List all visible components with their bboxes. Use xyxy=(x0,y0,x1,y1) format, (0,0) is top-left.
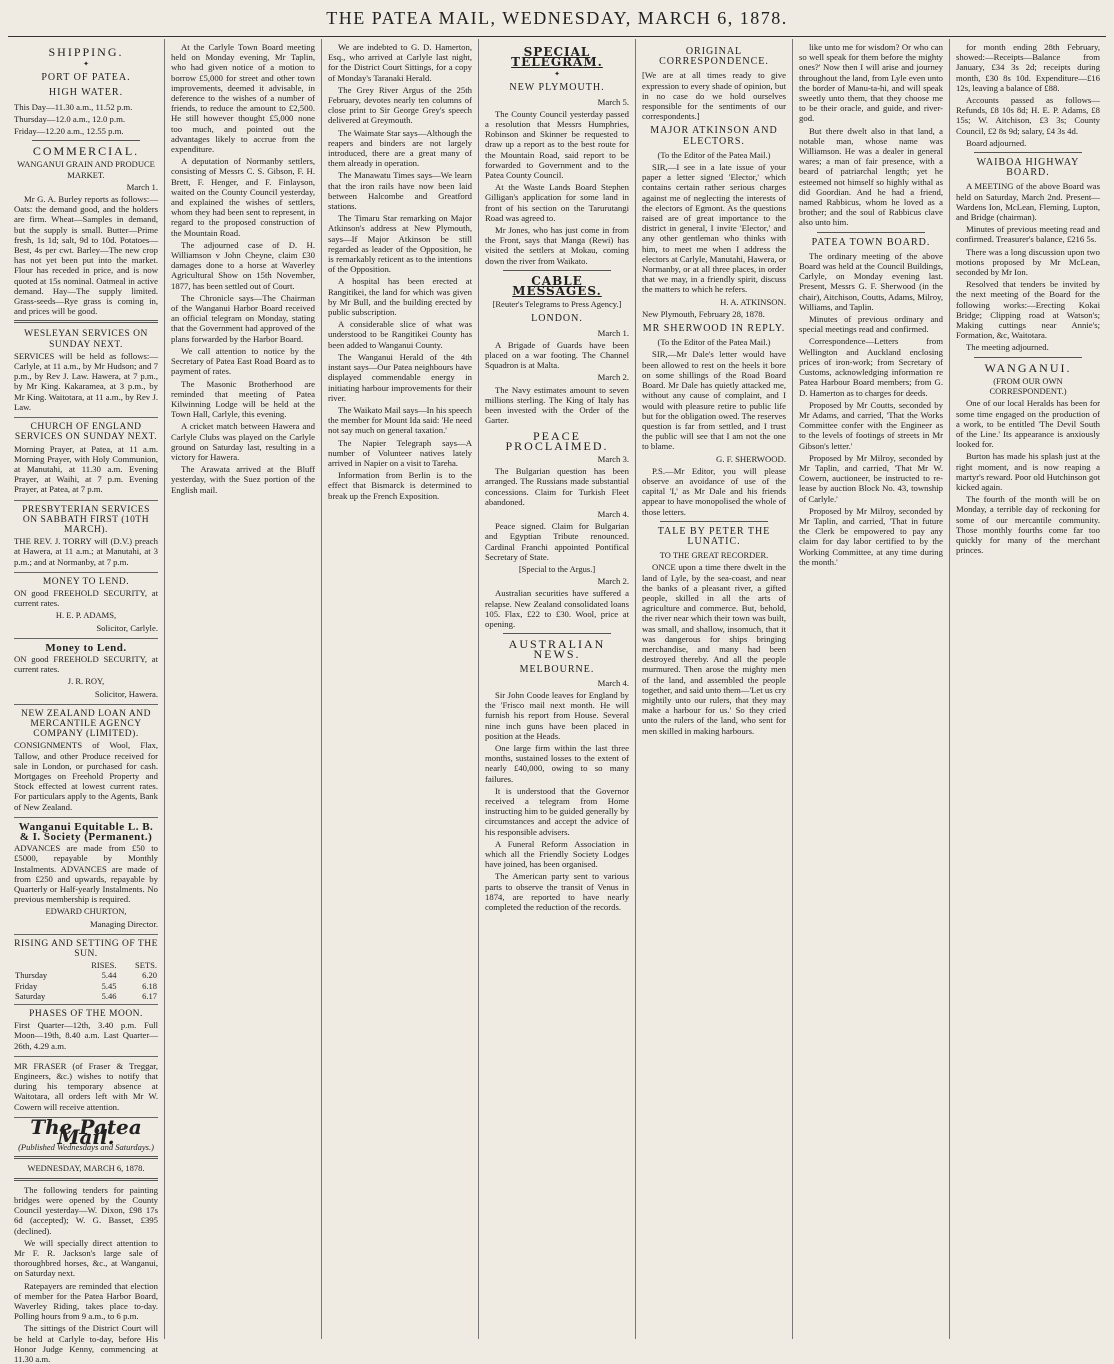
news-paragraph: for month ending 28th February, showed:—Receipts—Balance from January, £34 3s 2d; receipts during month, £30 8s 10d. Expenditure—£16 12s, leaving a balance of £88. xyxy=(956,42,1100,93)
letter-text: SIR,—I see in a late issue of your paper a letter signed 'Elector,' which contains certain rather serious charges against me of neglecting the interests of the electors of Egmont. As the questions raised are of great importance to the district in general, I invite 'Elector,' and any other gentleman who thinks with him, to meet me when I address the electors at Carlyle, Manutahi, Hawera, or Normanby, or at all three places, in order that we may, in a friendly spirit, discuss the matters to which he refers. xyxy=(642,162,786,295)
dateline: March 4. xyxy=(597,677,629,688)
nz-loan-ad xyxy=(14,707,158,818)
nz-loan-text: CONSIGNMENTS of Wool, Flax, Tallow, and other Produce received for sale in London, or purchased for cash. Mortgages on Freehold Property and Stock effected at lowest current rates. For particulars apply to the Agents, Bank of New Zealand. xyxy=(14,740,158,812)
news-paragraph: The Bulgarian question has been arranged. The Russians made substantial concessions. Claim for Turkish Fleet abandoned. xyxy=(485,466,629,507)
news-paragraph: Australian securities have suffered a relapse. New Zealand consolidated loans 105. Flax, £22 to £30. Wool, price at opening. xyxy=(485,588,629,629)
patea-town-board-heading: PATEA TOWN BOARD. xyxy=(811,236,931,248)
tale-text: But there dwelt also in that land, a notable man, whose name was Williamson. He was a dealer in general wares; a man of fair presence, with a beard of patriarchal length; yet he esteemed not himself so highly withal as did Goordian. And he had a friend, named Rabbicus, whom he loved as a brother; and the soul of Rabbicus clave also unto him. xyxy=(799,125,943,228)
news-paragraph: Information from Berlin is to the effect that Bismarck is determined to break up the French Exposition. xyxy=(328,470,472,501)
table-cell: 6.17 xyxy=(142,990,157,1001)
news-paragraph: The County Council yesterday passed a resolution that Messrs Humphries, Robinson and Skinner be requested to draw up a report as to the best route for the Mountain Road, said report to be forwarded to Government and to the Patea County Council. xyxy=(485,108,629,181)
sun-heading: RISING AND SETTING OF THE SUN. xyxy=(14,938,158,960)
wanganui-heading: WANGANUI. xyxy=(984,360,1072,375)
news-paragraph: The American party sent to various parts to observe the transit of Venus in 1874, are reported to have nearly completed the reduction of the records. xyxy=(485,871,629,913)
table-cell: Thursday xyxy=(15,970,48,981)
news-paragraph: The Chronicle says—The Chairman of the Wanganui Harbor Board received an official telegram on Monday, stating that the Government had approved of the plans forwarded by the Harbor Board. xyxy=(171,292,315,344)
news-paragraph: The Manawatu Times says—We learn that the iron rails have now been laid between Halcombe and Greatford stations. xyxy=(328,170,472,212)
news-paragraph: At the Waste Lands Board Stephen Gilligan's application for some land in front of his section on the Tarurutangi Road was agreed to. xyxy=(485,182,629,223)
presbyterian-text: THE REV. J. TORRY will (D.V.) preach at Hawera, at 11 a.m.; at Manutahi, at 3 p.m.; and at Normanby, at 7 p.m. xyxy=(14,536,158,567)
waiboa-heading: WAIBOA HIGHWAY BOARD. xyxy=(976,157,1080,179)
money-heading: Money to Lend. xyxy=(45,641,127,654)
new-plymouth-heading: NEW PLYMOUTH. xyxy=(509,82,605,94)
nz-loan-heading: NEW ZEALAND LOAN AND MERCANTILE AGENCY COMPANY (LIMITED). xyxy=(21,708,151,740)
news-paragraph: The adjourned case of D. H. Williamson v John Cheyne, claim £30 damages done to a horse at Waverley Agricultural Show on 15th November, 1877, has been settled out of Court. xyxy=(171,239,315,291)
letter-postscript: P.S.—Mr Editor, you will please observe an avoidance of use of the capital 'I,' as Mr Dale and his friends appear to have monopolised the whole of those letters. xyxy=(642,465,786,517)
news-paragraph: A deputation of Normanby settlers, consisting of Messrs C. S. Gibson, F. H. Brett, F. Henger, and F. Finlayson, waited on the County Council yesterday, and explained the wishes of settlers, whom they had been sent to represent, in regard to the proposed construction of the Mountain Road. xyxy=(171,156,315,238)
advertiser-name: J. R. ROY, xyxy=(67,676,105,687)
divider xyxy=(503,633,611,634)
correspondence-heading: ORIGINAL CORRESPONDENCE. xyxy=(659,46,769,68)
advertiser-role: Managing Director. xyxy=(89,918,158,929)
column-2 xyxy=(164,39,321,1339)
divider xyxy=(974,152,1082,153)
dateline: March 2. xyxy=(597,576,629,587)
editorial-paragraph: Ratepayers are reminded that election of member for the Patea Harbor Board, Waverley Riding, takes place to-day. Polling hours from 9 a.m., to 6 p.m. xyxy=(14,1280,158,1322)
table-row xyxy=(14,981,158,991)
news-paragraph: The fourth of the month will be on Monday, a terrible day of reckoning for some of our mercantile community. Those monthly fourths come far too quickly for many of the merchant princes. xyxy=(956,494,1100,556)
table-cell: 5.44 xyxy=(101,970,117,981)
sun-times-table xyxy=(14,960,158,1001)
news-paragraph: Peace signed. Claim for Bulgarian and Egyptian Tribute renounced. Cardinal Franchi appointed Pontifical Secretary of State. xyxy=(485,521,629,562)
dateline: March 1. xyxy=(597,327,629,338)
ornament-icon: ✦ xyxy=(554,70,560,79)
equitable-text: ADVANCES are made from £50 to £5000, repayable by Monthly Instalments. ADVANCES are made of from £250 and upwards, repayable by Quarterly or Half-yearly Instalments. No previous membership is required. xyxy=(14,843,158,905)
paper-date: WEDNESDAY, MARCH 6, 1878. xyxy=(27,1163,145,1174)
wanganui-subheading: (FROM OUR OWN CORRESPONDENT.) xyxy=(989,375,1067,397)
tale-heading: TALE BY PETER THE LUNATIC. xyxy=(657,525,771,547)
news-paragraph: There was a long discussion upon two motions proposed by Mr McLean, seconded by Mr Ion. xyxy=(956,246,1100,278)
column-6 xyxy=(792,39,949,1339)
letter-heading: MR SHERWOOD IN REPLY. xyxy=(642,323,786,335)
ornament-icon: ✦ xyxy=(83,60,89,69)
table-header-cell: RISES. xyxy=(91,960,117,971)
news-paragraph: A hospital has been erected at Rangitikei, the land for which was given by Mr Bull, and the building erected by public subscription. xyxy=(328,276,472,318)
news-paragraph: Proposed by Mr Milroy, seconded by Mr Taplin, and carried, 'That Mr W. Cowern, auctioneer, be instructed to re-lease by auction Block No. 43, township of Carlyle.' xyxy=(799,452,943,504)
table-header-cell xyxy=(14,960,72,970)
presbyterian-ad xyxy=(14,503,158,573)
news-paragraph: One of our local Heralds has been for some time engaged on the production of a work, to be entitled 'The Devil South of the Line.' Its appearance is anxiously looked for. xyxy=(956,398,1100,450)
money-text: ON good FREEHOLD SECURITY, at current rates. xyxy=(14,587,158,609)
moon-text: First Quarter—12th, 3.40 p.m. Full Moon—19th, 8.40 a.m. Last Quarter—26th, 4.29 a.m. xyxy=(14,1020,158,1051)
letter-signature: G. F. SHERWOOD. xyxy=(715,453,786,464)
divider xyxy=(817,232,925,233)
news-paragraph: The Waimate Star says—Although the reapers and binders are not largely introduced, there are a great many of them already in operation. xyxy=(328,127,472,169)
letter-subheading: (To the Editor of the Patea Mail.) xyxy=(657,149,771,160)
advertiser-role: Solicitor, Carlyle. xyxy=(96,622,158,633)
money-ad-adams xyxy=(14,575,158,639)
divider xyxy=(14,1178,158,1181)
tale-text: like unto me for wisdom? Or who can so well speak for them before the mighty ones?' Now then I will arise and journey throughout the land, from Lyle even unto the border of Manu-ta-hi, and will speak sweetly unto them, that they choose me to be their oracle, and guide, and river-god. xyxy=(799,42,943,124)
paper-flag: The Patea Mail. xyxy=(30,1114,142,1150)
news-paragraph: Accounts passed as follows—Refunds, £8 10s 8d; H. E. P. Adams, £8 15s; W. Aitchison, £3 3s; County Council, £2 8s 9d; salary, £4 3s 4d. xyxy=(956,95,1100,136)
news-paragraph: Burton has made his splash just at the right moment, and is now reaping a martyr's reward. Poor old Hutchinson got kicked again. xyxy=(956,451,1100,492)
dateline: March 5. xyxy=(597,96,629,107)
news-paragraph: At the Carlyle Town Board meeting held on Monday evening, Mr Taplin, who had given notice of a motion to borrow £5,000 for street and other town improvements, deemed it advisable, in deference to the wishes of a number of friends, to reduce the amount to £2,500. He still however thought £5,000 none too much, and pointed out the advantages likely to accrue from the expenditure. xyxy=(171,42,315,155)
tale-text: ONCE upon a time there dwelt in the land of Lyle, by the sea-coast, and near the banks of a pleasant river, a gifted people, skilled in all the arts of agriculture and commerce. But, behold, the river near which their town was built, was small, and shallow, insomuch, that it was dangerous for ships bringing merchandise, and many had been destroyed thereby. And all the people murmured. Then arose the mighty men of the land, and assembled the people together, and said unto them—'Let us cry mightily unto our rulers, that they may make a harbour for us.' So they cried unto the rulers of the land, who sent for men skilled in making harbours. xyxy=(642,562,786,736)
news-paragraph: Sir John Coode leaves for England by the 'Frisco mail next month. He will furnish his report from House. Several nine inch guns have been placed in position at the Heads. xyxy=(485,689,629,741)
editorial-paragraph: We will specially direct attention to Mr F. R. Jackson's large sale of thoroughbred horses, &c., at Wanganui, on Saturday next. xyxy=(14,1237,158,1279)
divider xyxy=(503,270,611,271)
equitable-ad xyxy=(14,820,158,935)
news-paragraph: A Brigade of Guards have been placed on a war footing. The Channel Squadron is at Malta. xyxy=(485,339,629,371)
moon-ad xyxy=(14,1007,158,1057)
table-header-row xyxy=(14,960,158,970)
news-paragraph: Mr Jones, who has just come in from the Front, says that Manga (Rewi) has visited the settlers at Mokau, coming down the river from Waikato. xyxy=(485,225,629,266)
table-header-cell: SETS. xyxy=(135,960,157,971)
presbyterian-heading: PRESBYTERIAN SERVICES ON SABBATH FIRST (10TH MARCH). xyxy=(22,504,150,535)
news-paragraph: We call attention to notice by the Secretary of Patea East Road Board as to payment of rates. xyxy=(171,345,315,377)
divider xyxy=(660,521,768,522)
melbourne-heading: MELBOURNE. xyxy=(519,663,595,675)
divider xyxy=(974,357,1082,358)
news-paragraph: The Napier Telegraph says—A number of Volunteer natives lately arrived in Napier on a visit to Tareha. xyxy=(328,437,472,468)
cable-subheading: [Reuter's Telegrams to Press Agency.] xyxy=(492,299,622,310)
wesleyan-heading: WESLEYAN SERVICES ON SUNDAY NEXT. xyxy=(24,329,148,350)
equitable-heading: Wanganui Equitable L. B. & I. Society (Permanent.) xyxy=(18,820,154,843)
masthead: THE PATEA MAIL, WEDNESDAY, MARCH 6, 1878. xyxy=(8,0,1106,37)
table-cell: 6.18 xyxy=(142,980,157,991)
letter-text: SIR,—Mr Dale's letter would have been allowed to rest on the heels it bore on some shillings of the Road Board Board. Mr Dale has quietly attacked me, without any cause of complaint, and I would with pleasure retire to public life but for the obligation owed. The reserves question is far from settled, and I trust the public will see that I am not the one to blame. xyxy=(642,349,786,452)
letter-place: New Plymouth, February 28, 1878. xyxy=(642,308,765,319)
news-paragraph: Board adjourned. xyxy=(966,137,1027,148)
dateline: March 4. xyxy=(597,508,629,519)
cable-messages-heading: CABLE MESSAGES. xyxy=(512,273,602,299)
commercial-date: March 1. xyxy=(126,181,158,192)
editorial-paragraph: The sittings of the District Court will be held at Carlyle to-day, before His Honor Judge Kenny, commencing at 11.30 a.m. xyxy=(14,1323,158,1364)
high-water-row: Friday—12.20 a.m., 12.55 p.m. xyxy=(14,126,124,137)
news-paragraph: The Arawata arrived at the Bluff yesterday, with the Suez portion of the English mail. xyxy=(171,464,315,495)
news-paragraph: The Waikato Mail says—In his speech the member for Mount Ida said: 'He need not say much on general taxation.' xyxy=(328,404,473,436)
divider xyxy=(14,320,158,323)
letter-signature: H. A. ATKINSON. xyxy=(720,296,786,307)
table-cell: Friday xyxy=(15,980,38,991)
news-paragraph: Resolved that tenders be invited by the next meeting of the Board for the following works:—Erecting Kokai Bridge; Clipping road at Watson's; Making cuttings near Annie's; Formation, &c, Waitotara. xyxy=(956,279,1100,341)
news-paragraph: It is understood that the Governor received a telegram from Home instructing him to be guided generally by circumstances and accept the advice of his responsible advisers. xyxy=(485,785,629,837)
advertiser-name: H. E. P. ADAMS, xyxy=(55,610,117,621)
money-ad-roy xyxy=(14,641,158,705)
table-row xyxy=(14,970,158,980)
commercial-text: Mr G. A. Burley reports as follows:—Oats: the demand good, and the holders are firm. Wheat—Samples in demand, but the supply is small. Butter—Prime fresh, 1s 1d; salt, 9d to 10d. Potatoes—Best, 4s per cwt. Barley—The new crop has not yet been put into the market. Flour has receded in price, and is now quoted at 15s nominal. Oatmeal in active demand. Hay—The supply limited. Grass-seeds—Rye grass is coming in, and prices will be good. xyxy=(14,194,158,317)
high-water-heading: HIGH WATER. xyxy=(48,87,124,99)
letter-subheading: (To the Editor of the Patea Mail.) xyxy=(657,337,771,348)
editorial-note: [We are at all times ready to give expression to every shade of opinion, but in no case do we hold ourselves responsible for the sentiments of our correspondents.] xyxy=(642,70,786,122)
church-heading: CHURCH OF ENGLAND SERVICES ON SUNDAY NEXT. xyxy=(14,422,158,443)
columns xyxy=(8,39,1106,1364)
london-heading: LONDON. xyxy=(531,313,583,325)
table-cell: 5.45 xyxy=(101,980,117,991)
fraser-text: MR FRASER (of Fraser & Treggar, Engineers, &c.) wishes to notify that during his temporary absence at Waitotara, all orders left with Mr W. Cowern will receive attention. xyxy=(14,1060,158,1112)
church-text: Morning Prayer, at Patea, at 11 a.m. Morning Prayer, with Holy Communion, at Manutahi, at 11.30 a.m. Evening Prayer, at Waihi, at 7 p.m. Evening Prayer, at Patea, at 7 p.m. xyxy=(14,443,158,495)
column-3 xyxy=(321,39,478,1339)
news-paragraph: One large firm within the last three months, sustained losses to the extent of nearly £40,000, owing to so many failures. xyxy=(485,742,629,784)
high-water-row: Thursday—12.0 a.m., 12.0 p.m. xyxy=(14,113,125,124)
news-paragraph: Proposed by Mr Milroy, seconded by Mr Taplin, and carried, 'That in future the Clerk be empowered to pay any claim for day labor certified to by the Working Committee, at any time during the month.' xyxy=(799,505,943,567)
news-paragraph: Correspondence—Letters from Wellington and Auckland enclosing prices of iron-work; from Secretary of Customs, acknowledging information re Patea Harbour Board members; from G. D. Hamerton as to charges for deeds. xyxy=(799,336,943,398)
news-paragraph: The Timaru Star remarking on Major Atkinson's address at New Plymouth, says—If Major Atkinson be still regarded as leader of the Opposition, he is remarkably reticent as to the intentions of the Opposition. xyxy=(328,213,472,275)
news-paragraph: A Funeral Reform Association in which all the Friendly Society Lodges have joined, has been organised. xyxy=(485,838,629,870)
church-ad xyxy=(14,420,158,500)
table-cell: 6.20 xyxy=(142,970,157,981)
news-paragraph: The Wanganui Herald of the 4th instant says—Our Patea neighbours have displayed commendable energy in initiating harbour improvements for their river. xyxy=(328,351,472,403)
news-paragraph: The Navy estimates amount to seven millions sterling. The King of Italy has been invested with the Order of the Garter. xyxy=(485,384,629,426)
column-1 xyxy=(8,39,164,1364)
table-row xyxy=(14,991,158,1001)
news-paragraph: Minutes of previous ordinary and special meetings read and confirmed. xyxy=(799,314,943,335)
dateline: March 3. xyxy=(597,453,629,464)
column-7 xyxy=(949,39,1106,1339)
news-paragraph: The meeting adjourned. xyxy=(966,342,1049,353)
wesleyan-text: SERVICES will be held as follows:—Carlyle, at 11 a.m., by Mr Hudson; and 7 p.m., by Rev J. Law. Hawera, at 7 p.m., by Mr King. Kakaramea, at 3 p.m., by Mr King. Waitotara, at 11 a.m., by Rev J. Law. xyxy=(14,350,158,412)
column-5 xyxy=(635,39,792,1339)
news-paragraph: Proposed by Mr Coutts, seconded by Mr Adams, and carried, 'That the Works Committee confer with the Engineer as to the levels of footings of streets in Mr Gibson's letter.' xyxy=(799,399,943,451)
commercial-subheading: WANGANUI GRAIN AND PRODUCE MARKET. xyxy=(17,159,155,180)
news-paragraph: The Masonic Brotherhood are reminded that meeting of Patea Kilwinning Lodge will be held at the Town Hall, Carlyle, this evening. xyxy=(171,378,315,420)
news-paragraph: A cricket match between Hawera and Carlyle Clubs was played on the Carlyle ground on Saturday last, resulting in a victory for Hawera. xyxy=(171,421,315,462)
dateline: March 2. xyxy=(597,372,629,383)
argus-subheading: [Special to the Argus.] xyxy=(518,563,596,574)
news-paragraph: A MEETING of the above Board was held on Saturday, March 2nd. Present—Wardens Ion, McLean, Fleming, Lupton, and Bridge (chairman). xyxy=(956,181,1100,223)
editorial-paragraph: The following tenders for painting bridges were opened by the County Council yesterday—W. Dixon, £98 17s 6d (accepted); W. G. Basset, £395 (declined). xyxy=(14,1184,158,1236)
news-paragraph: The Grey River Argus of the 25th February, devotes nearly ten columns of close print to Sir George Grey's speech delivered at Greymouth. xyxy=(328,84,472,126)
news-paragraph: The ordinary meeting of the above Board was held at the Council Buildings, Carlyle, on Monday evening last. Present, Messrs G. F. Sherwood (in the chair), Aitchison, Coutts, Adams, Milroy, Williams, and Taplin. xyxy=(799,250,943,312)
tale-subheading: TO THE GREAT RECORDER. xyxy=(659,550,769,561)
advertiser-name: EDWARD CHURTON, xyxy=(45,906,127,917)
sun-table xyxy=(14,937,158,1005)
column-4 xyxy=(478,39,635,1339)
divider xyxy=(14,1156,158,1159)
advertiser-role: Solicitor, Hawera. xyxy=(94,688,158,699)
money-text: ON good FREEHOLD SECURITY, at current rates. xyxy=(14,653,158,675)
australian-news-heading: AUSTRALIAN NEWS. xyxy=(508,637,606,662)
commercial-heading: COMMERCIAL. xyxy=(32,144,140,159)
port-heading: PORT OF PATEA. xyxy=(41,72,131,84)
wesleyan-ad xyxy=(14,327,158,418)
table-cell: 5.46 xyxy=(101,990,117,1001)
peace-heading: PEACE PROCLAIMED. xyxy=(505,428,609,453)
special-telegram-heading: SPECIAL TELEGRAM. xyxy=(511,45,603,70)
table-cell: Saturday xyxy=(15,990,46,1001)
money-heading: MONEY TO LEND. xyxy=(42,576,130,587)
news-paragraph: We are indebted to G. D. Hamerton, Esq., who arrived at Carlyle last night, for the District Court Sittings, for a copy of Monday's Taranaki Herald. xyxy=(328,42,472,83)
high-water-row: This Day—11.30 a.m., 11.52 p.m. xyxy=(14,101,133,112)
moon-heading: PHASES OF THE MOON. xyxy=(29,1009,143,1020)
divider xyxy=(32,140,140,141)
paper-flag-subtitle: (Published Wednesdays and Saturdays.) xyxy=(18,1142,154,1153)
news-paragraph: Minutes of previous meeting read and confirmed. Treasurer's balance, £216 5s. xyxy=(956,224,1100,245)
fraser-ad xyxy=(14,1059,158,1118)
shipping-heading: SHIPPING. xyxy=(48,45,124,59)
letter-heading: MAJOR ATKINSON AND ELECTORS. xyxy=(650,125,778,147)
news-paragraph: A considerable slice of what was understood to be Rangitikei County has been added to Wanganui County. xyxy=(328,319,472,350)
